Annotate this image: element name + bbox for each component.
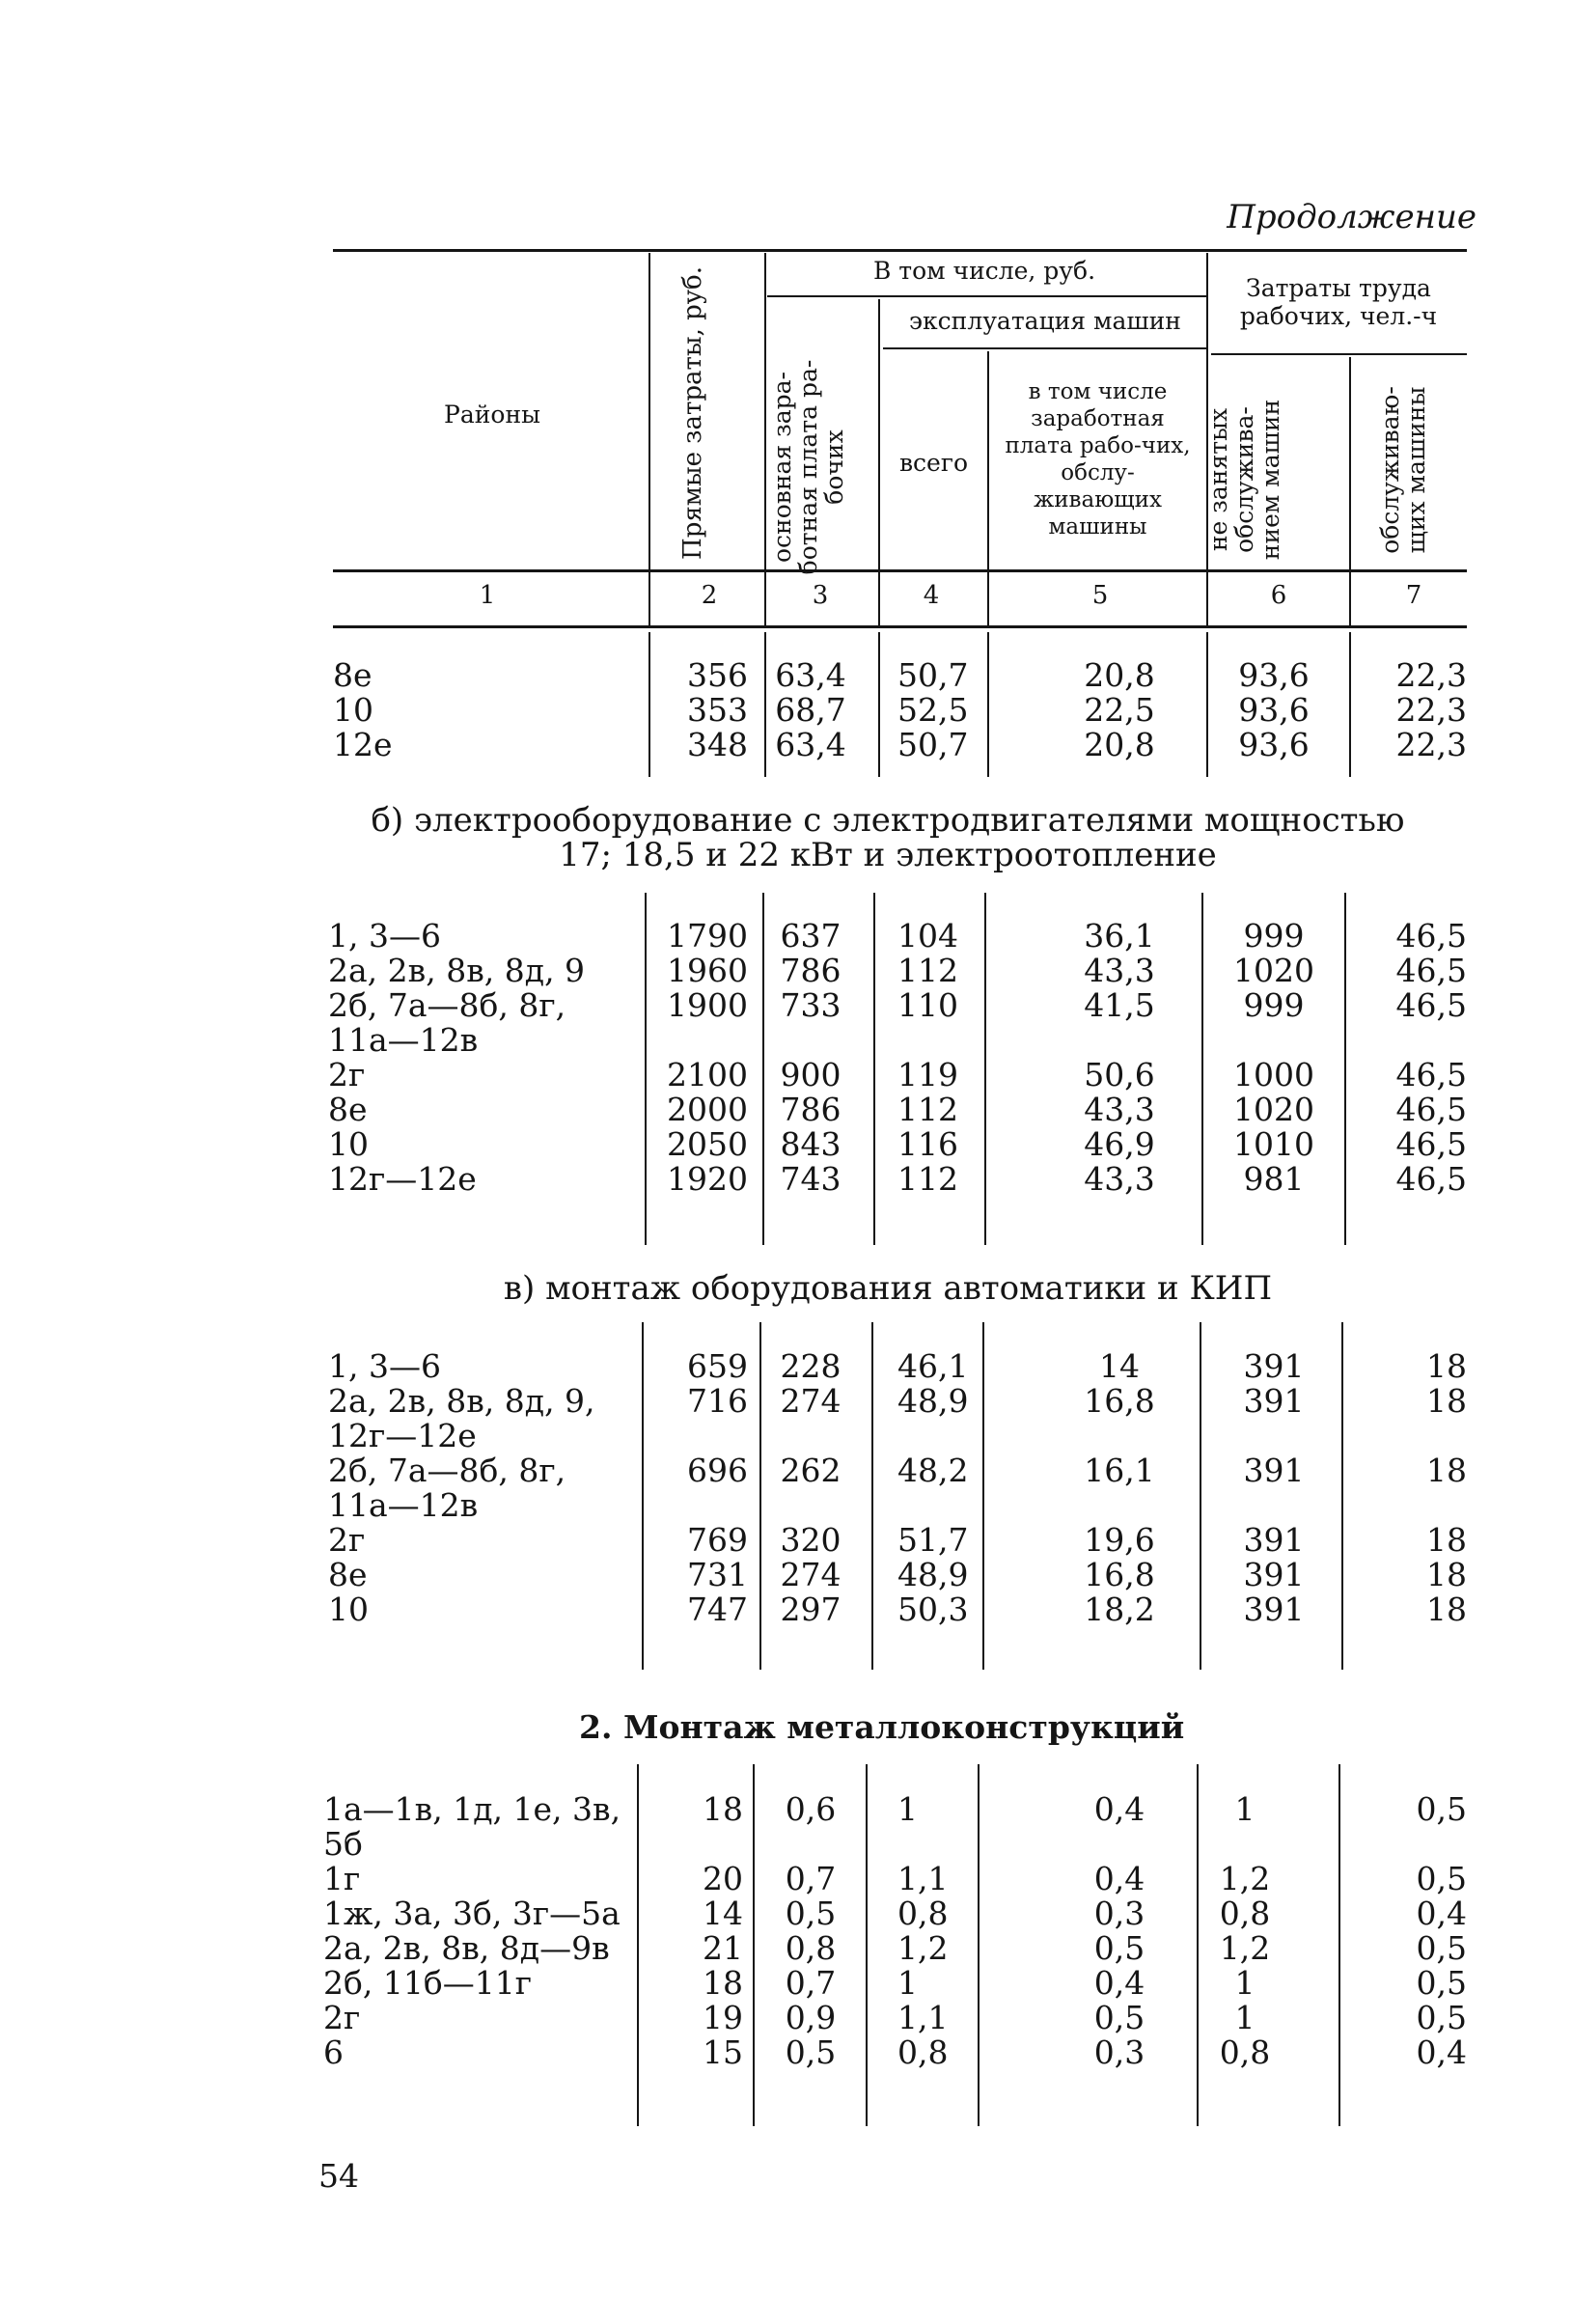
machine-total-cell: 1 — [897, 1790, 918, 1828]
region-cell: 2г — [328, 1521, 366, 1559]
page-number: 54 — [318, 2157, 359, 2195]
labor-serving-cell: 46,5 — [1395, 1056, 1467, 1093]
table-row — [0, 693, 1573, 728]
machine-wage-cell: 22,5 — [1084, 691, 1155, 729]
region-cell: 1, 3—6 — [328, 917, 441, 954]
labor-serving-cell: 0,5 — [1416, 1929, 1467, 1967]
machine-wage-cell: 43,3 — [1084, 1091, 1155, 1128]
machine-total-cell: 1 — [897, 1964, 918, 2002]
machine-total-cell: 48,9 — [897, 1382, 969, 1420]
direct-cost-cell: 2100 — [667, 1056, 748, 1093]
machine-wage-cell: 16,8 — [1084, 1556, 1155, 1593]
table-row — [0, 1966, 1573, 2001]
region-cell: 5б — [323, 1825, 363, 1863]
machine-total-cell: 48,9 — [897, 1556, 969, 1593]
direct-cost-cell: 21 — [703, 1929, 743, 1967]
table-top-rule — [333, 249, 1467, 252]
base-wage-cell: 0,8 — [785, 1929, 837, 1967]
base-wage-cell: 262 — [780, 1452, 842, 1489]
machine-total-cell: 50,7 — [897, 656, 969, 694]
machine-wage-cell: 16,8 — [1084, 1382, 1155, 1420]
region-cell: 2б, 7а—8б, 8г, — [328, 1452, 566, 1489]
labor-serving-cell: 18 — [1426, 1452, 1467, 1489]
labor-not-busy-cell: 1,2 — [1219, 1929, 1271, 1967]
machine-wage-cell: 50,6 — [1084, 1056, 1155, 1093]
labor-serving-cell: 22,3 — [1395, 691, 1467, 729]
base-wage-cell: 228 — [780, 1347, 842, 1385]
region-cell: 8е — [333, 656, 373, 694]
table-row — [0, 1023, 1573, 1058]
region-cell: 1г — [323, 1860, 361, 1897]
col-numbers-bottom-rule — [333, 625, 1467, 628]
table-row — [0, 1384, 1573, 1419]
direct-cost-cell: 769 — [687, 1521, 748, 1559]
base-wage-cell: 0,5 — [785, 2034, 837, 2071]
labor-serving-cell: 22,3 — [1395, 656, 1467, 694]
table-row — [0, 1162, 1573, 1197]
table-row — [0, 1862, 1573, 1896]
machine-total-cell: 0,8 — [897, 2034, 949, 2071]
machine-total-cell: 51,7 — [897, 1521, 969, 1559]
direct-cost-cell: 1790 — [667, 917, 748, 954]
base-wage-cell: 843 — [780, 1125, 842, 1163]
labor-serving-cell: 18 — [1426, 1556, 1467, 1593]
labor-not-busy-cell: 391 — [1243, 1347, 1305, 1385]
region-cell: 11а—12в — [328, 1021, 479, 1059]
header-total: всего — [898, 449, 969, 477]
machine-total-cell: 1,2 — [897, 1929, 949, 1967]
header-regions: Районы — [444, 401, 540, 429]
labor-serving-cell: 22,3 — [1395, 726, 1467, 763]
table-row — [0, 1792, 1573, 1827]
header-vline-4 — [987, 351, 989, 625]
labor-not-busy-cell: 1 — [1234, 1964, 1256, 2002]
section-title-b-line2: 17; 18,5 и 22 кВт и электроотопление — [559, 836, 1217, 874]
table-row — [0, 1558, 1573, 1592]
machine-total-cell: 46,1 — [897, 1347, 969, 1385]
labor-not-busy-cell: 93,6 — [1238, 691, 1310, 729]
machine-wage-cell: 18,2 — [1084, 1591, 1155, 1628]
table-row — [0, 988, 1573, 1023]
direct-cost-cell: 659 — [687, 1347, 748, 1385]
labor-not-busy-cell: 391 — [1243, 1591, 1305, 1628]
machine-total-cell: 104 — [897, 917, 958, 954]
col-number-5: 5 — [1091, 581, 1109, 610]
labor-not-busy-cell: 93,6 — [1238, 726, 1310, 763]
direct-cost-cell: 2050 — [667, 1125, 748, 1163]
header-vline-2 — [764, 253, 766, 625]
machine-total-cell: 112 — [897, 1160, 958, 1198]
region-cell: 8е — [328, 1091, 368, 1128]
labor-serving-cell: 18 — [1426, 1521, 1467, 1559]
labor-not-busy-cell: 391 — [1243, 1452, 1305, 1489]
direct-cost-cell: 731 — [687, 1556, 748, 1593]
base-wage-cell: 733 — [780, 986, 842, 1024]
region-cell: 2а, 2в, 8в, 8д, 9, — [328, 1382, 595, 1420]
direct-cost-cell: 353 — [687, 691, 748, 729]
header-vline-1 — [649, 253, 650, 625]
region-cell: 12е — [333, 726, 393, 763]
table-row — [0, 728, 1573, 762]
section-title-d: 2. Монтаж металлоконструкций — [579, 1708, 1185, 1746]
col-number-2: 2 — [701, 581, 718, 610]
region-cell: 1, 3—6 — [328, 1347, 441, 1385]
section-title-c: в) монтаж оборудования автоматики и КИП — [503, 1269, 1273, 1308]
labor-not-busy-cell: 391 — [1243, 1556, 1305, 1593]
region-cell: 1а—1в, 1д, 1е, 3в, — [323, 1790, 621, 1828]
base-wage-cell: 0,5 — [785, 1895, 837, 1932]
direct-cost-cell: 1960 — [667, 952, 748, 989]
direct-cost-cell: 15 — [703, 2034, 743, 2071]
header-direct-costs: Прямые затраты, руб. — [678, 266, 707, 560]
header-incl-wage: в том числе заработная плата рабо-чих, обслу-живающих машины — [1005, 379, 1191, 540]
machine-wage-cell: 0,5 — [1093, 1999, 1145, 2036]
direct-cost-cell: 696 — [687, 1452, 748, 1489]
table-row — [0, 1419, 1573, 1453]
region-cell: 1ж, 3а, 3б, 3г—5а — [323, 1895, 621, 1932]
labor-not-busy-cell: 1000 — [1233, 1056, 1314, 1093]
table-row — [0, 1592, 1573, 1627]
table-row — [0, 919, 1573, 954]
machine-total-cell: 112 — [897, 952, 958, 989]
region-cell: 2б, 7а—8б, 8г, — [328, 986, 566, 1024]
labor-not-busy-cell: 1 — [1234, 1790, 1256, 1828]
table-row — [0, 1488, 1573, 1523]
base-wage-cell: 786 — [780, 1091, 842, 1128]
base-wage-cell: 0,9 — [785, 1999, 837, 2036]
base-wage-cell: 63,4 — [775, 656, 846, 694]
labor-not-busy-cell: 1,2 — [1219, 1860, 1271, 1897]
header-machine-op: эксплуатация машин — [909, 307, 1181, 335]
labor-not-busy-cell: 1020 — [1233, 1091, 1314, 1128]
col-number-4: 4 — [923, 581, 940, 610]
base-wage-cell: 0,7 — [785, 1860, 837, 1897]
header-vline-6 — [1349, 357, 1351, 625]
base-wage-cell: 320 — [780, 1521, 842, 1559]
direct-cost-cell: 747 — [687, 1591, 748, 1628]
region-cell: 2б, 11б—11г — [323, 1964, 532, 2002]
header-incl-rub: В том числе, руб. — [872, 257, 1096, 285]
base-wage-cell: 274 — [780, 1382, 842, 1420]
rule-labor — [1211, 353, 1467, 355]
region-cell: 11а—12в — [328, 1486, 479, 1524]
direct-cost-cell: 716 — [687, 1382, 748, 1420]
labor-serving-cell: 0,5 — [1416, 1964, 1467, 2002]
labor-serving-cell: 0,5 — [1416, 1999, 1467, 2036]
machine-total-cell: 48,2 — [897, 1452, 969, 1489]
labor-serving-cell: 18 — [1426, 1347, 1467, 1385]
labor-serving-cell: 0,5 — [1416, 1860, 1467, 1897]
table-row — [0, 2001, 1573, 2035]
machine-wage-cell: 19,6 — [1084, 1521, 1155, 1559]
base-wage-cell: 297 — [780, 1591, 842, 1628]
region-cell: 6 — [323, 2034, 344, 2071]
machine-wage-cell: 43,3 — [1084, 1160, 1155, 1198]
machine-total-cell: 50,7 — [897, 726, 969, 763]
machine-wage-cell: 14 — [1099, 1347, 1140, 1385]
labor-serving-cell: 0,5 — [1416, 1790, 1467, 1828]
table-row — [0, 954, 1573, 988]
region-cell: 12г—12е — [328, 1417, 477, 1454]
rule-machine-op — [883, 347, 1206, 349]
table-row — [0, 1523, 1573, 1558]
labor-not-busy-cell: 391 — [1243, 1382, 1305, 1420]
col-number-3: 3 — [812, 581, 829, 610]
table-row — [0, 1127, 1573, 1162]
direct-cost-cell: 1920 — [667, 1160, 748, 1198]
machine-wage-cell: 20,8 — [1084, 726, 1155, 763]
labor-not-busy-cell: 1 — [1234, 1999, 1256, 2036]
direct-cost-cell: 348 — [687, 726, 748, 763]
base-wage-cell: 900 — [780, 1056, 842, 1093]
machine-total-cell: 0,8 — [897, 1895, 949, 1932]
machine-wage-cell: 0,4 — [1093, 1860, 1145, 1897]
machine-wage-cell: 0,4 — [1093, 1964, 1145, 2002]
direct-cost-cell: 20 — [703, 1860, 743, 1897]
base-wage-cell: 786 — [780, 952, 842, 989]
region-cell: 10 — [328, 1125, 369, 1163]
region-cell: 10 — [328, 1591, 369, 1628]
direct-cost-cell: 18 — [703, 1964, 743, 2002]
base-wage-cell: 0,7 — [785, 1964, 837, 2002]
labor-not-busy-cell: 999 — [1243, 917, 1305, 954]
continuation-label: Продолжение — [1227, 198, 1476, 236]
col-number-7: 7 — [1405, 581, 1422, 610]
rule-incl-rub — [767, 295, 1206, 297]
labor-serving-cell: 0,4 — [1416, 2034, 1467, 2071]
labor-serving-cell: 46,5 — [1395, 1091, 1467, 1128]
machine-wage-cell: 36,1 — [1084, 917, 1155, 954]
table-row — [0, 1931, 1573, 1966]
machine-total-cell: 119 — [897, 1056, 958, 1093]
labor-not-busy-cell: 999 — [1243, 986, 1305, 1024]
section-title-b-line1: б) электрооборудование с электродвигателями мощностью — [371, 801, 1405, 840]
labor-not-busy-cell: 391 — [1243, 1521, 1305, 1559]
header-serving: обслуживаю-щих машины — [1376, 386, 1430, 554]
region-cell: 2г — [323, 1999, 361, 2036]
base-wage-cell: 274 — [780, 1556, 842, 1593]
region-cell: 2г — [328, 1056, 366, 1093]
labor-serving-cell: 46,5 — [1395, 917, 1467, 954]
machine-wage-cell: 0,3 — [1093, 1895, 1145, 1932]
labor-not-busy-cell: 0,8 — [1219, 2034, 1271, 2071]
region-cell: 12г—12е — [328, 1160, 477, 1198]
machine-wage-cell: 46,9 — [1084, 1125, 1155, 1163]
labor-serving-cell: 46,5 — [1395, 952, 1467, 989]
base-wage-cell: 743 — [780, 1160, 842, 1198]
header-labor: Затраты труда рабочих, чел.-ч — [1239, 274, 1438, 330]
machine-wage-cell: 16,1 — [1084, 1452, 1155, 1489]
direct-cost-cell: 19 — [703, 1999, 743, 2036]
header-bottom-rule — [333, 569, 1467, 572]
table-row — [0, 1058, 1573, 1093]
base-wage-cell: 0,6 — [785, 1790, 837, 1828]
machine-wage-cell: 0,4 — [1093, 1790, 1145, 1828]
labor-serving-cell: 18 — [1426, 1382, 1467, 1420]
col-number-1: 1 — [479, 581, 496, 610]
labor-serving-cell: 46,5 — [1395, 1160, 1467, 1198]
labor-serving-cell: 46,5 — [1395, 986, 1467, 1024]
direct-cost-cell: 356 — [687, 656, 748, 694]
machine-wage-cell: 43,3 — [1084, 952, 1155, 989]
table-row — [0, 1349, 1573, 1384]
region-cell: 2а, 2в, 8в, 8д, 9 — [328, 952, 586, 989]
machine-total-cell: 52,5 — [897, 691, 969, 729]
labor-serving-cell: 0,4 — [1416, 1895, 1467, 1932]
machine-total-cell: 50,3 — [897, 1591, 969, 1628]
direct-cost-cell: 18 — [703, 1790, 743, 1828]
labor-not-busy-cell: 93,6 — [1238, 656, 1310, 694]
header-base-wage: основная зара-ботная плата ра-бочих — [768, 359, 848, 575]
labor-not-busy-cell: 1010 — [1233, 1125, 1314, 1163]
labor-serving-cell: 18 — [1426, 1591, 1467, 1628]
base-wage-cell: 63,4 — [775, 726, 846, 763]
machine-wage-cell: 0,3 — [1093, 2034, 1145, 2071]
machine-total-cell: 1,1 — [897, 1999, 949, 2036]
region-cell: 10 — [333, 691, 373, 729]
direct-cost-cell: 14 — [703, 1895, 743, 1932]
machine-wage-cell: 41,5 — [1084, 986, 1155, 1024]
table-row — [0, 2035, 1573, 2070]
table-row — [0, 1827, 1573, 1862]
machine-total-cell: 110 — [897, 986, 958, 1024]
header-not-busy: не занятых обслужива-нием машин — [1204, 399, 1284, 561]
labor-serving-cell: 46,5 — [1395, 1125, 1467, 1163]
machine-total-cell: 1,1 — [897, 1860, 949, 1897]
col-number-6: 6 — [1270, 581, 1287, 610]
base-wage-cell: 637 — [780, 917, 842, 954]
table-row — [0, 1093, 1573, 1127]
table-row — [0, 1896, 1573, 1931]
machine-wage-cell: 20,8 — [1084, 656, 1155, 694]
header-vline-3 — [878, 299, 880, 625]
machine-total-cell: 112 — [897, 1091, 958, 1128]
machine-total-cell: 116 — [897, 1125, 958, 1163]
labor-not-busy-cell: 0,8 — [1219, 1895, 1271, 1932]
region-cell: 2а, 2в, 8в, 8д—9в — [323, 1929, 610, 1967]
table-row — [0, 1453, 1573, 1488]
machine-wage-cell: 0,5 — [1093, 1929, 1145, 1967]
labor-not-busy-cell: 1020 — [1233, 952, 1314, 989]
direct-cost-cell: 1900 — [667, 986, 748, 1024]
region-cell: 8е — [328, 1556, 368, 1593]
labor-not-busy-cell: 981 — [1243, 1160, 1305, 1198]
base-wage-cell: 68,7 — [775, 691, 846, 729]
table-row — [0, 658, 1573, 693]
direct-cost-cell: 2000 — [667, 1091, 748, 1128]
